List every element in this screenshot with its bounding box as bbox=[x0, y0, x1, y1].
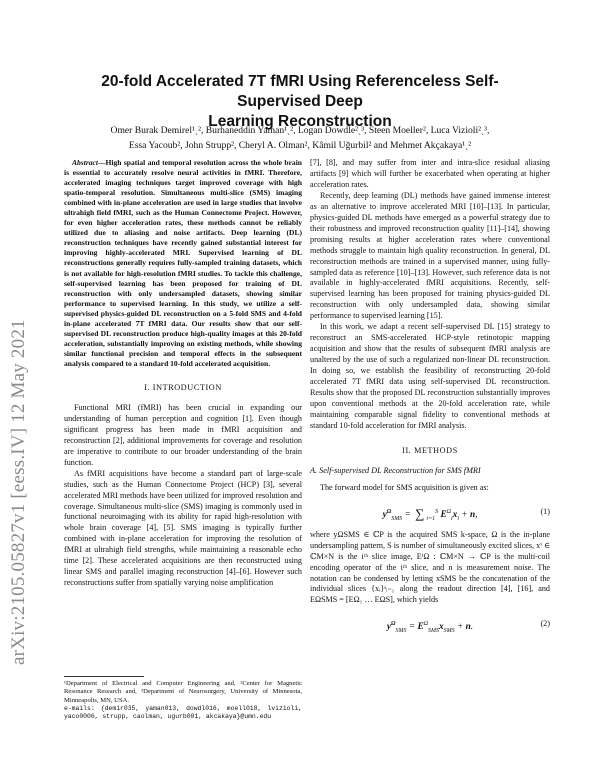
paper-title bbox=[60, 72, 540, 132]
section-heading-introduction: I. INTRODUCTION bbox=[144, 382, 222, 392]
right-paragraph-0: [7], [8], and may suffer from inter and intra-slice residual aliasing artifacts [9] which will further be exacerbated when operating at higher acceleration rates. bbox=[310, 158, 550, 189]
abstract-text: —High spatial and temporal resolution across the whole brain is essential to accurately resolve neural activities in fMRI. Therefore, accelerated imaging techniques target improved coverage with high spatio-temporal resolution. Simultaneous multi-slice (SMS) imaging combined with in-plane acceleration are used in large studies that involve ultrahigh field fMRI, such as the Human Connectome Project. However, for even higher acceleration rates, these methods cannot be reliably utilized due to aliasing and noise artifacts. Deep learning (DL) reconstruction techniques have recently gained substantial interest for improving highly-accelerated MRI. Supervised learning of DL reconstructions generally requires fully-sampled training datasets, which is not available for high-resolution fMRI studies. To tackle this challenge, self-supervised learning has been proposed for training of DL reconstruction with only undersampled datasets, showing similar performance to supervised learning. In this study, we utilize a self-supervised physics-guided DL reconstruction on a 5-fold SMS and 4-fold in-plane accelerated 7T fMRI data. Our results show that our self-supervised DL reconstruction produce high-quality images at this 20-fold acceleration, substantially improving on existing methods, while showing similar functional precision and temporal effects in the subsequent analysis compared to a standard 10-fold accelerated acquisition. bbox=[64, 158, 302, 368]
footnote-affiliations: ¹Department of Electrical and Computer Engineering and, ²Center for Magnetic Resonance Research and, ³Department of Neurosurgery, University of Minnesota, Minneapolis, MN, USA. bbox=[64, 680, 302, 704]
section-heading-methods: II. METHODS bbox=[402, 445, 458, 455]
abstract bbox=[64, 158, 302, 369]
left-column bbox=[64, 158, 302, 589]
subsection-heading-a: A. Self-supervised DL Reconstruction for SMS fMRI bbox=[310, 465, 481, 475]
right-paragraph-2: In this work, we adapt a recent self-supervised DL [15] strategy to reconstruct an SMS-accelerated HCP-style retinotopic mapping acquisition and show that the results of subsequent fMRI analysis are unaltered by the use of such a regularized non-linear DL reconstruction. In doing so, we establish the feasibility of reconstructing 20-fold accelerated 7T fMRI data using self-supervised DL reconstruction. Results show that the proposed DL reconstruction substantially improves upon conventional methods at the 20-fold acceleration rate, while maintaining comparable signal fidelity to conventional methods at standard 10-fold acceleration for fMRI analysis. bbox=[310, 322, 550, 430]
intro-paragraph-1: Functional MRI (fMRI) has been crucial in expanding our understanding of human perception and cognition [1]. Even though significant progress has been made in fMRI acquisition and reconstruction [2], additional improvements for coverage and resolution are imperative to contribute to our broader understanding of the brain function. bbox=[64, 402, 302, 467]
equation-2-formula: $y^\Omega_{SMS} = E^\Omega_{SMS}x_{SMS} + n$. bbox=[386, 621, 474, 635]
title-line-1: 20-fold Accelerated 7T fMRI Using Referenceless Self-Supervised Deep bbox=[101, 73, 499, 110]
authors-line-1: Omer Burak Demirel¹ˎ², Burhaneddin Yaman¹ˎ², Logan Dowdle²ˎ³, Steen Moeller², Luca Vizioli²ˎ³, bbox=[110, 125, 490, 136]
title-line-2: Learning Reconstruction bbox=[208, 113, 392, 130]
author-list bbox=[62, 124, 538, 153]
right-paragraph-1: Recently, deep learning (DL) methods have gained immense interest as an alternative to improve accelerated MRI [10]–[13]. In particular, physics-guided DL methods have emerged as a powerful strategy due to their robustness and improved reconstruction quality [11]–[14], showing promising results at higher acceleration rates where conventional methods struggle to maintain high quality reconstruction. In general, DL reconstruction methods are trained in a supervised manner, using fully-sampled data as reference [10]–[13]. However, such reference data is not available in highly-accelerated fMRI acquisitions. Recently, self-supervised learning has been proposed for training physics-guided DL reconstruction with only undersampled data, showing similar performance to supervised learning [15]. bbox=[310, 190, 550, 321]
right-column bbox=[310, 158, 550, 642]
intro-paragraph-2: As fMRI acquisitions have become a standard part of large-scale studies, such as the Human Connectome Project (HCP) [3], several accelerated MRI methods have been utilized for improved resolution and coverage. Simultaneous multi-slice (SMS) imaging is commonly used in functional neuroimaging with its ability for rapid high-resolution with whole brain coverage [4], [5]. SMS imaging is typically further combined with in-plane acceleration for improving the resolution of fMRI at ultrahigh field strengths, while maintaining a reasonable echo time [2]. These accelerated acquisitions are then reconstructed using linear SMS and parallel imaging reconstruction [4]–[6]. However such reconstructions suffer from spatially varying noise amplification bbox=[64, 468, 302, 588]
authors-line-2: Essa Yacoub², John Strupp², Cheryl A. Olman², Kâmil Uğurbil² and Mehmet Akçakaya¹ˎ² bbox=[128, 139, 472, 151]
footnote bbox=[64, 680, 302, 721]
methods-paragraph-2: where yΩSMS ∈ ℂP is the acquired SMS k-space, Ω is the in-plane undersampling pattern, S is number of simultaneously excited slices, xⁱ ∈ ℂM×N is the iᵗʰ slice image, EⁱΩ : ℂM×N → ℂP is the multi-coil encoding operator of the iᵗʰ slice, and n is measurement noise. The notation can be condensed by letting xSMS be the concatenation of the individual slices {xᵢ}ˢᵢ₌₁ along the readout direction [4], [16], and EΩSMS = [EΩ₁ … EΩS], which yields bbox=[310, 529, 550, 605]
equation-2 bbox=[310, 613, 550, 635]
methods-paragraph-1: The forward model for SMS acquisition is given as: bbox=[320, 482, 489, 492]
footnote-divider bbox=[64, 676, 144, 677]
equation-1-number: (1) bbox=[540, 506, 550, 516]
footnote-emails: e-mails: {demir035, yaman013, dowdl016, moell018, lvizioli, yaco0006, strupp, caolman, ugurb001, akcakaya}@umn.edu bbox=[64, 704, 302, 721]
equation-1-formula: $y^\Omega_{SMS}$ = ∑ $_{i=1}^S$ $E^\Omega_ix_i + n$, bbox=[382, 505, 478, 522]
equation-2-number: (2) bbox=[540, 619, 550, 629]
arxiv-identifier: arXiv:2105.05827v1 [eess.IV] 12 May 2021 bbox=[8, 319, 29, 665]
abstract-lead: Abstract bbox=[72, 158, 98, 167]
equation-1 bbox=[310, 501, 550, 523]
